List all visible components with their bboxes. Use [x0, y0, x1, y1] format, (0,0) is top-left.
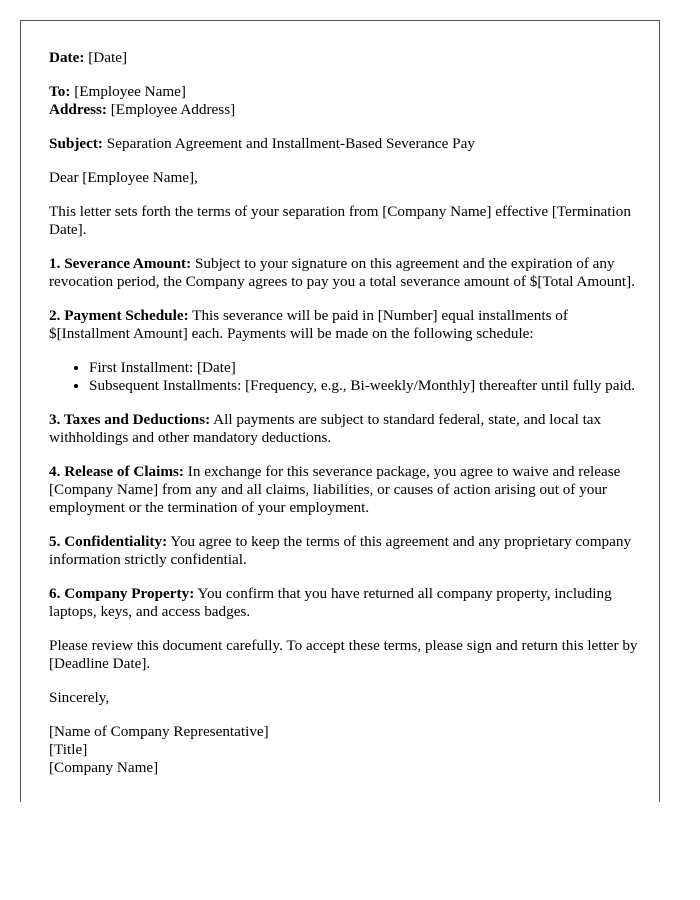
subject-value: Separation Agreement and Installment-Based Severance Pay — [103, 135, 475, 152]
address-label: Address: — [49, 101, 107, 118]
section-text: You agree to keep the terms of this agreement and any proprietary company information strictly confidential. — [49, 533, 632, 568]
section-text: You confirm that you have returned all company property, including laptops, keys, and access badges. — [49, 585, 612, 620]
section-release-of-claims — [49, 463, 639, 517]
subject-line — [49, 135, 639, 153]
address-value: [Employee Address] — [106, 101, 236, 118]
section-taxes-deductions — [49, 411, 639, 447]
signatory-name: [Name of Company Representative] — [49, 723, 269, 740]
to-label: To: — [49, 83, 71, 100]
section-title: 6. Company Property: — [49, 585, 195, 602]
to-line — [49, 83, 639, 101]
letter-body — [49, 49, 639, 777]
salutation: Dear [Employee Name], — [49, 169, 198, 186]
section-title: 3. Taxes and Deductions: — [49, 411, 211, 428]
list-item: • Subsequent Installments: [Frequency, e.g., Bi-weekly/Monthly] thereafter until fully paid. — [89, 377, 639, 395]
section-text: All payments are subject to standard federal, state, and local tax withholdings and other mandatory deductions. — [49, 411, 602, 446]
section-text: This severance will be paid in [Number] equal installments of $[Installment Amount] each. Payments will be made on the following schedule: — [49, 307, 568, 342]
closing-paragraph: Please review this document carefully. To accept these terms, please sign and return this letter by [Deadline Date]. — [49, 637, 638, 672]
letter-page — [20, 20, 660, 802]
section-text: In exchange for this severance package, you agree to waive and release [Company Name] from any and all claims, liabilities, or causes of action arising out of your employment or the termination of your employment. — [49, 463, 621, 516]
section-payment-schedule — [49, 307, 639, 343]
sign-off: Sincerely, — [49, 689, 110, 706]
signatory-company: [Company Name] — [49, 759, 159, 776]
address-line — [49, 101, 639, 119]
section-title: 1. Severance Amount: — [49, 255, 192, 272]
to-value: [Employee Name] — [70, 83, 186, 100]
section-title: 2. Payment Schedule: — [49, 307, 189, 324]
section-company-property — [49, 585, 639, 621]
section-title: 5. Confidentiality: — [49, 533, 168, 550]
section-text: Subject to your signature on this agreement and the expiration of any revocation period, the Company agrees to pay you a total severance amount of $[Total Amount]. — [49, 255, 636, 290]
date-line — [49, 49, 639, 67]
section-severance-amount — [49, 255, 639, 291]
date-value: [Date] — [84, 49, 128, 66]
intro-paragraph: This letter sets forth the terms of your separation from [Company Name] effective [Termination Date]. — [49, 203, 631, 238]
schedule-list — [49, 359, 639, 395]
date-label: Date: — [49, 49, 85, 66]
signatory-title: [Title] — [49, 741, 88, 758]
section-confidentiality — [49, 533, 639, 569]
list-item: • First Installment: [Date] — [89, 359, 639, 377]
section-title: 4. Release of Claims: — [49, 463, 184, 480]
subject-label: Subject: — [49, 135, 103, 152]
